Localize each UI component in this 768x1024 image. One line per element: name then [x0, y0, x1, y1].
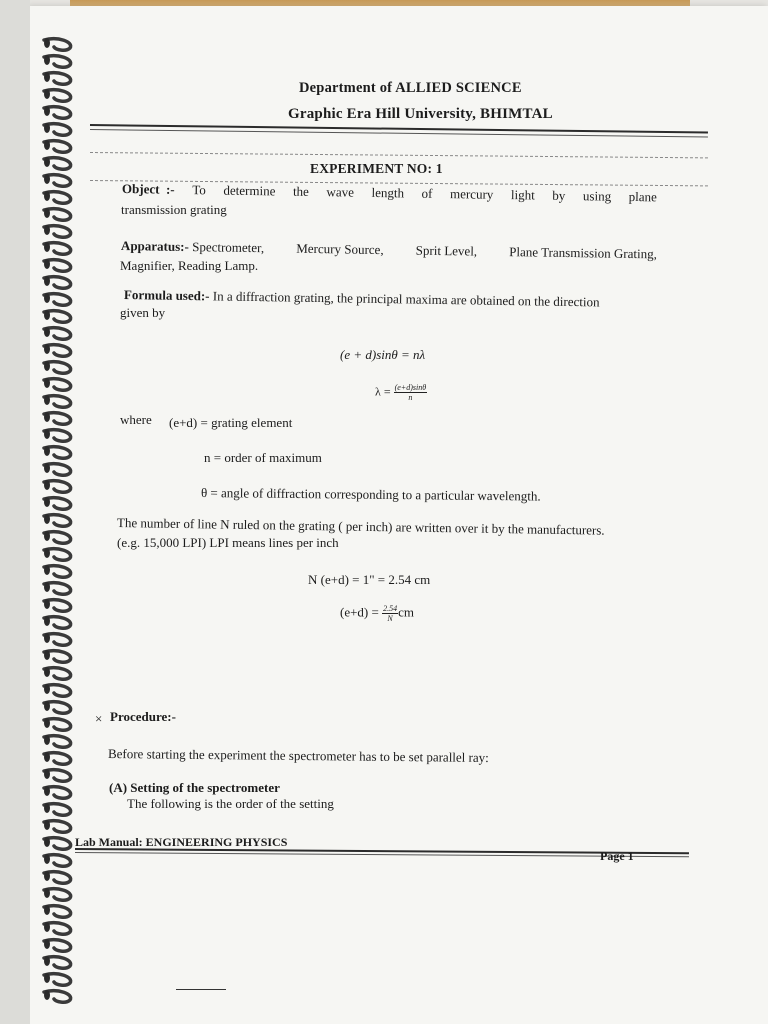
where-item-angle: θ = angle of diffraction corresponding to a particular wavelength.	[200, 485, 541, 504]
spiral-coil	[44, 820, 71, 832]
spiral-coil	[44, 378, 71, 390]
spiral-coil	[44, 395, 71, 407]
department-title: Department of ALLIED SCIENCE	[299, 80, 522, 96]
spiral-coil	[44, 803, 71, 815]
fraction-denominator: N	[387, 614, 393, 623]
equation-lhs: (e+d) =	[340, 604, 379, 620]
spiral-coil	[44, 769, 71, 781]
spiral-coil	[44, 735, 71, 747]
equation-unit: cm	[398, 604, 414, 620]
fraction-numerator: (e+d)sinθ	[394, 383, 427, 392]
object-word: by	[552, 187, 566, 203]
apparatus-item: Sprit Level,	[415, 242, 478, 259]
spiral-coil	[44, 616, 71, 628]
spiral-coil	[44, 752, 71, 764]
equation-fraction	[382, 604, 398, 623]
formula-label: Formula used:-	[123, 287, 210, 304]
spiral-coil	[44, 871, 71, 883]
object-line-2: transmission grating	[121, 202, 227, 217]
spiral-coil	[44, 463, 71, 475]
spiral-coil	[44, 123, 71, 135]
spiral-coil	[44, 38, 71, 50]
spiral-coil	[44, 293, 71, 305]
spiral-coil	[44, 582, 71, 594]
fraction-numerator: 2.54	[383, 604, 398, 613]
spiral-coil	[44, 684, 71, 696]
spiral-coil	[44, 140, 71, 152]
spiral-coil	[44, 905, 71, 917]
spiral-coil	[44, 956, 71, 968]
spiral-coil	[44, 429, 71, 441]
spiral-coil	[44, 344, 71, 356]
equation-wavelength	[375, 383, 427, 402]
stray-mark	[176, 989, 226, 990]
spiral-coil	[44, 412, 71, 424]
spiral-coil	[44, 854, 71, 866]
spiral-coil	[44, 667, 71, 679]
apparatus-line-2: Magnifier, Reading Lamp.	[120, 258, 259, 273]
spiral-coil	[44, 497, 71, 509]
spiral-coil	[44, 208, 71, 220]
spiral-coil	[44, 990, 71, 1002]
spiral-coil	[44, 650, 71, 662]
spiral-coil	[44, 837, 71, 849]
university-title: Graphic Era Hill University, BHIMTAL	[288, 106, 553, 122]
object-word: wave	[326, 184, 355, 200]
where-item-order: n = order of maximum	[204, 450, 322, 465]
object-sep: :-	[165, 181, 175, 197]
lines-info-1: The number of line N ruled on the grating ( per inch) are written over it by the manufacturers.	[116, 515, 605, 538]
apparatus-label: Apparatus:-	[120, 238, 190, 255]
object-word: of	[421, 185, 433, 201]
spiral-coil	[44, 446, 71, 458]
spiral-coil	[44, 922, 71, 934]
spiral-coil	[44, 633, 71, 645]
lines-info-2: (e.g. 15,000 LPI) LPI means lines per inch	[117, 535, 339, 550]
spiral-coil	[44, 718, 71, 730]
spiral-coil	[44, 786, 71, 798]
spiral-coil	[44, 174, 71, 186]
spiral-coil	[44, 242, 71, 254]
spiral-coil	[44, 361, 71, 373]
spiral-binding	[0, 0, 80, 1024]
procedure-section-a: (A) Setting of the spectrometer	[109, 780, 280, 795]
spiral-coil	[44, 548, 71, 560]
spiral-coil	[44, 973, 71, 985]
spiral-coil	[44, 276, 71, 288]
spiral-coil	[44, 191, 71, 203]
spiral-coil	[44, 939, 71, 951]
object-word: using	[582, 188, 612, 204]
object-word: determine	[223, 182, 276, 199]
where-item-grating-element: (e+d) = grating element	[169, 415, 293, 430]
spiral-coil	[44, 157, 71, 169]
apparatus-item: Plane Transmission Grating,	[509, 244, 658, 262]
spiral-coil	[44, 599, 71, 611]
spiral-coil	[44, 55, 71, 67]
apparatus-item: Mercury Source,	[296, 240, 384, 258]
spiral-coil	[44, 89, 71, 101]
object-word: length	[371, 184, 405, 201]
spiral-coil	[44, 259, 71, 271]
object-word: light	[510, 187, 535, 203]
formula-text: In a diffraction grating, the principal maxima are obtained on the direction	[212, 288, 600, 310]
spiral-coil	[44, 106, 71, 118]
object-word: plane	[628, 188, 657, 205]
footer-manual: Lab Manual: ENGINEERING PHYSICS	[75, 835, 288, 849]
equation-grating: (e + d)sinθ = nλ	[340, 347, 426, 362]
spiral-coil	[44, 327, 71, 339]
spiral-coil	[44, 225, 71, 237]
equation-fraction	[394, 383, 428, 402]
where-label: where	[120, 412, 152, 427]
procedure-label: Procedure:-	[110, 709, 176, 724]
procedure-intro: Before starting the experiment the spectrometer has to be set parallel ray:	[107, 746, 489, 765]
spiral-coil	[44, 514, 71, 526]
object-word: To	[192, 182, 206, 198]
page-number: Page 1	[600, 849, 634, 863]
spiral-coil	[44, 480, 71, 492]
object-word: mercury	[449, 186, 494, 202]
equation-lhs: λ =	[375, 384, 391, 399]
spiral-coil	[44, 72, 71, 84]
object-label: Object	[121, 181, 160, 197]
spiral-coil	[44, 565, 71, 577]
spiral-coil	[44, 888, 71, 900]
apparatus-item: Spectrometer,	[192, 239, 265, 256]
equation-ed	[340, 604, 414, 623]
fraction-denominator: n	[408, 393, 413, 402]
procedure-mark: ×	[95, 711, 103, 726]
object-word: the	[292, 183, 310, 199]
equation-n-ed: N (e+d) = 1" = 2.54 cm	[308, 572, 431, 587]
spiral-coil	[44, 310, 71, 322]
experiment-number: EXPERIMENT NO: 1	[310, 161, 443, 176]
procedure-section-a-text: The following is the order of the setting	[127, 796, 334, 811]
formula-line-2: given by	[120, 305, 166, 320]
spiral-coil	[44, 701, 71, 713]
spiral-coil	[44, 531, 71, 543]
